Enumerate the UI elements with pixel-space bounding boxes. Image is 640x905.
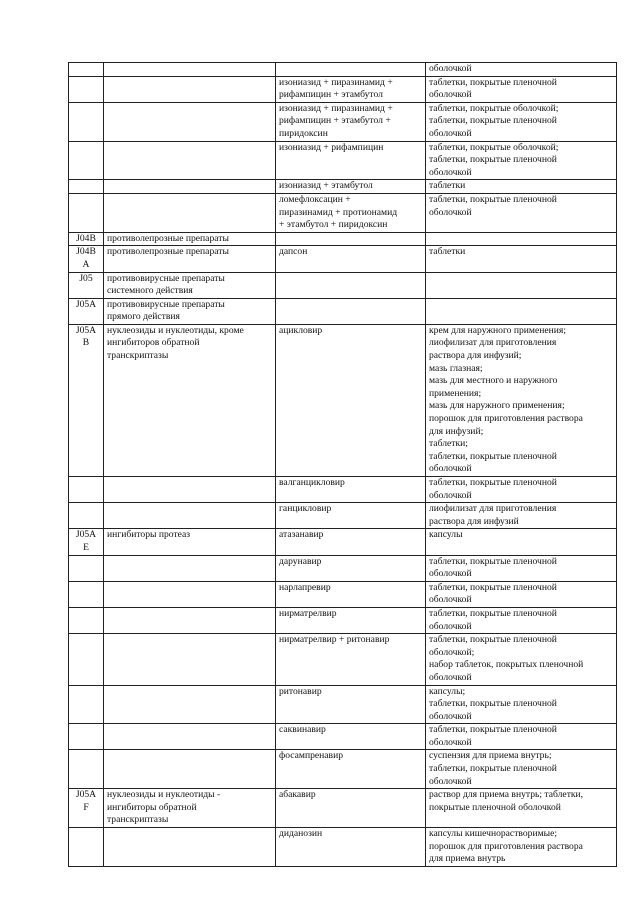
dosage-form-line: для приема внутрь: [429, 853, 506, 865]
dosage-form-line: оболочкой: [429, 671, 472, 683]
dosage-form-line: таблетки, покрытые пленочной: [429, 154, 557, 166]
dosage-form-line: порошок для приготовления раствора: [429, 840, 583, 852]
group-name-line: транскриптазы: [107, 350, 169, 362]
drug-name-cell: [276, 298, 426, 324]
drug-name-cell: [276, 272, 426, 298]
dosage-form-line: раствора для инфузий;: [429, 350, 522, 362]
drug-name-line: ганцикловир: [279, 503, 332, 515]
drug-name-cell: [276, 634, 426, 685]
group-name-line: противовирусные препараты: [107, 272, 225, 284]
atc-code-cell: [69, 529, 104, 555]
dosage-form-line: раствора для инфузий: [429, 515, 519, 527]
drug-name-line: фосампренавир: [279, 750, 343, 762]
atc-code-line: A: [82, 258, 90, 270]
dosage-form-cell: [426, 102, 617, 141]
drug-name-cell: [276, 607, 426, 633]
table-row: [69, 193, 617, 232]
dosage-form-line: таблетки, покрытые оболочкой;: [429, 141, 559, 153]
atc-code-cell: [69, 789, 104, 828]
dosage-form-cell: [426, 789, 617, 828]
dosage-form-line: оболочкой: [429, 206, 472, 218]
drug-name-line: пиразинамид + протионамид: [279, 206, 398, 218]
table-row: [69, 503, 617, 529]
atc-code-line: B: [82, 337, 90, 349]
atc-code-cell: [69, 581, 104, 607]
group-name-line: нуклеозиды и нуклеотиды -: [107, 789, 221, 801]
dosage-form-line: мазь для местного и наружного: [429, 375, 558, 387]
drug-name-cell: [276, 246, 426, 272]
atc-code-cell: [69, 555, 104, 581]
group-name-line: системного действия: [107, 285, 193, 297]
drug-name-cell: [276, 324, 426, 476]
group-name-cell: [104, 193, 276, 232]
group-name-cell: [104, 232, 276, 246]
drug-name-line: нирматрелвир + ритонавир: [279, 634, 390, 646]
dosage-form-cell: [426, 180, 617, 194]
atc-code-cell: [69, 503, 104, 529]
dosage-form-line: суспензия для приема внутрь;: [429, 750, 552, 762]
group-name-line: противолепрозные препараты: [107, 246, 229, 258]
dosage-form-cell: [426, 581, 617, 607]
dosage-form-line: оболочкой;: [429, 646, 475, 658]
dosage-form-line: таблетки: [429, 180, 466, 192]
atc-code-cell: [69, 634, 104, 685]
atc-code-line: J05: [79, 272, 93, 284]
dosage-form-line: оболочкой: [429, 568, 472, 580]
group-name-line: ингибиторы протеаз: [107, 529, 191, 541]
dosage-form-cell: [426, 750, 617, 789]
dosage-form-line: оболочкой: [429, 166, 472, 178]
group-name-cell: [104, 724, 276, 750]
dosage-form-line: оболочкой: [429, 63, 472, 74]
dosage-form-cell: [426, 193, 617, 232]
dosage-form-cell: [426, 634, 617, 685]
table-row: [69, 63, 617, 77]
drug-name-line: валганцикловир: [279, 477, 345, 488]
atc-code-cell: [69, 193, 104, 232]
drug-name-cell: [276, 232, 426, 246]
atc-code-cell: [69, 724, 104, 750]
atc-code-cell: [69, 298, 104, 324]
dosage-form-line: набор таблеток, покрытых пленочной: [429, 659, 584, 671]
drug-name-cell: [276, 180, 426, 194]
drug-name-line: диданозин: [279, 828, 323, 840]
dosage-form-line: таблетки, покрытые пленочной: [429, 115, 557, 127]
dosage-form-cell: [426, 607, 617, 633]
group-name-cell: [104, 141, 276, 180]
atc-code-cell: [69, 477, 104, 503]
dosage-form-line: таблетки;: [429, 438, 468, 450]
atc-code-cell: [69, 685, 104, 724]
group-name-cell: [104, 529, 276, 555]
group-name-cell: [104, 324, 276, 476]
dosage-form-line: таблетки, покрытые пленочной: [429, 698, 557, 710]
group-name-cell: [104, 298, 276, 324]
dosage-form-cell: [426, 724, 617, 750]
drug-name-cell: [276, 555, 426, 581]
table-row: [69, 272, 617, 298]
dosage-form-cell: [426, 232, 617, 246]
dosage-form-line: оболочкой: [429, 736, 472, 748]
table-row: [69, 581, 617, 607]
dosage-form-line: таблетки, покрытые оболочкой;: [429, 102, 559, 114]
table-row: [69, 828, 617, 867]
atc-code-cell: [69, 750, 104, 789]
dosage-form-line: таблетки, покрытые пленочной: [429, 477, 557, 488]
table-row: [69, 76, 617, 102]
dosage-form-line: применения;: [429, 387, 482, 399]
atc-code-cell: [69, 324, 104, 476]
dosage-form-cell: [426, 685, 617, 724]
drug-name-cell: [276, 63, 426, 77]
group-name-line: прямого действия: [107, 311, 180, 323]
table-row: [69, 102, 617, 141]
dosage-form-line: оболочкой: [429, 463, 472, 475]
dosage-form-line: мазь для наружного применения;: [429, 400, 565, 412]
drug-name-line: дарунавир: [279, 555, 322, 567]
atc-code-line: J05A: [75, 529, 97, 541]
group-name-cell: [104, 685, 276, 724]
dosage-form-line: капсулы;: [429, 685, 466, 697]
group-name-line: противовирусные препараты: [107, 298, 225, 310]
dosage-form-line: таблетки, покрытые пленочной: [429, 634, 557, 646]
drug-name-line: атазанавир: [279, 529, 324, 541]
atc-code-line: J05A: [75, 324, 97, 336]
table-row: [69, 789, 617, 828]
dosage-form-cell: [426, 477, 617, 503]
table-row: [69, 555, 617, 581]
dosage-form-line: таблетки, покрытые пленочной: [429, 724, 557, 736]
atc-code-cell: [69, 141, 104, 180]
drug-name-cell: [276, 141, 426, 180]
group-name-cell: [104, 607, 276, 633]
drug-name-cell: [276, 581, 426, 607]
atc-code-cell: [69, 102, 104, 141]
group-name-line: ингибиторы обратной: [107, 801, 197, 813]
table-row: [69, 477, 617, 503]
dosage-form-line: порошок для приготовления раствора: [429, 413, 583, 425]
dosage-form-cell: [426, 298, 617, 324]
dosage-form-cell: [426, 63, 617, 77]
atc-code-cell: [69, 246, 104, 272]
dosage-form-line: таблетки: [429, 246, 466, 258]
drug-table-body: [69, 63, 617, 867]
table-row: [69, 298, 617, 324]
atc-code-cell: [69, 828, 104, 867]
dosage-form-line: таблетки, покрытые пленочной: [429, 555, 557, 567]
drug-name-cell: [276, 503, 426, 529]
dosage-form-cell: [426, 555, 617, 581]
drug-name-line: рифампицин + этамбутол: [279, 89, 383, 101]
drug-name-line: изониазид + рифампицин: [279, 141, 384, 153]
table-row: [69, 141, 617, 180]
group-name-line: ингибиторов обратной: [107, 337, 200, 349]
drug-name-line: изониазид + пиразинамид +: [279, 102, 393, 114]
group-name-cell: [104, 63, 276, 77]
group-name-cell: [104, 76, 276, 102]
dosage-form-line: капсулы: [429, 529, 463, 541]
atc-code-cell: [69, 607, 104, 633]
atc-code-line: J04B: [76, 232, 96, 244]
group-name-cell: [104, 102, 276, 141]
drug-name-cell: [276, 76, 426, 102]
atc-code-cell: [69, 63, 104, 77]
atc-code-line: J05A: [75, 789, 97, 801]
group-name-cell: [104, 477, 276, 503]
atc-code-cell: [69, 272, 104, 298]
table-row: [69, 724, 617, 750]
dosage-form-line: покрытые пленочной оболочкой: [429, 801, 561, 813]
table-row: [69, 750, 617, 789]
dosage-form-line: таблетки, покрытые пленочной: [429, 607, 557, 619]
drug-name-line: изониазид + пиразинамид +: [279, 76, 393, 88]
drug-name-cell: [276, 789, 426, 828]
atc-code-line: J05A: [75, 298, 97, 310]
drug-name-line: дапсон: [279, 246, 308, 258]
dosage-form-line: для инфузий;: [429, 425, 484, 437]
group-name-cell: [104, 750, 276, 789]
group-name-cell: [104, 272, 276, 298]
dosage-form-line: таблетки, покрытые пленочной: [429, 581, 557, 593]
drug-name-line: ломефлоксацин +: [279, 193, 351, 205]
drug-name-line: абакавир: [279, 789, 316, 801]
dosage-form-line: оболочкой: [429, 127, 472, 139]
dosage-form-cell: [426, 324, 617, 476]
table-row: [69, 324, 617, 476]
atc-code-line: J04B: [76, 246, 96, 258]
group-name-cell: [104, 503, 276, 529]
drug-table: [68, 62, 617, 867]
dosage-form-cell: [426, 529, 617, 555]
dosage-form-line: оболочкой: [429, 710, 472, 722]
drug-name-cell: [276, 193, 426, 232]
dosage-form-cell: [426, 76, 617, 102]
table-row: [69, 607, 617, 633]
dosage-form-line: лиофилизат для приготовления: [429, 337, 557, 349]
atc-code-line: E: [83, 541, 89, 553]
group-name-cell: [104, 180, 276, 194]
table-row: [69, 529, 617, 555]
drug-name-line: пиридоксин: [279, 127, 328, 139]
drug-name-line: нирматрелвир: [279, 607, 337, 619]
atc-code-line: F: [83, 801, 89, 813]
dosage-form-line: капсулы кишечнорастворимые;: [429, 828, 558, 840]
dosage-form-line: оболочкой: [429, 594, 472, 606]
drug-name-line: ацикловир: [279, 324, 323, 336]
drug-name-line: саквинавир: [279, 724, 326, 736]
drug-name-line: изониазид + этамбутол: [279, 180, 373, 192]
dosage-form-line: оболочкой: [429, 620, 472, 632]
group-name-cell: [104, 246, 276, 272]
dosage-form-line: таблетки, покрытые пленочной: [429, 450, 557, 462]
dosage-form-cell: [426, 246, 617, 272]
drug-name-cell: [276, 529, 426, 555]
drug-name-line: рифампицин + этамбутол +: [279, 115, 391, 127]
dosage-form-line: таблетки, покрытые пленочной: [429, 76, 557, 88]
table-row: [69, 634, 617, 685]
atc-code-cell: [69, 180, 104, 194]
drug-name-cell: [276, 102, 426, 141]
dosage-form-cell: [426, 141, 617, 180]
table-row: [69, 246, 617, 272]
dosage-form-cell: [426, 503, 617, 529]
dosage-form-line: раствор для приема внутрь; таблетки,: [429, 789, 584, 801]
group-name-line: нуклеозиды и нуклеотиды, кроме: [107, 324, 244, 336]
dosage-form-line: оболочкой: [429, 489, 472, 501]
drug-name-line: нарлапревир: [279, 581, 331, 593]
dosage-form-line: таблетки, покрытые пленочной: [429, 763, 557, 775]
table-row: [69, 180, 617, 194]
dosage-form-cell: [426, 828, 617, 867]
drug-name-cell: [276, 685, 426, 724]
dosage-form-cell: [426, 272, 617, 298]
group-name-cell: [104, 555, 276, 581]
table-row: [69, 232, 617, 246]
group-name-line: транскриптазы: [107, 814, 169, 826]
dosage-form-line: крем для наружного применения;: [429, 324, 566, 336]
drug-name-cell: [276, 828, 426, 867]
dosage-form-line: оболочкой: [429, 89, 472, 101]
group-name-cell: [104, 789, 276, 828]
group-name-cell: [104, 828, 276, 867]
atc-code-cell: [69, 232, 104, 246]
drug-name-line: ритонавир: [279, 685, 322, 697]
drug-name-cell: [276, 750, 426, 789]
drug-name-line: + этамбутол + пиридоксин: [279, 219, 388, 231]
dosage-form-line: мазь глазная;: [429, 362, 483, 374]
dosage-form-line: таблетки, покрытые пленочной: [429, 193, 557, 205]
drug-name-cell: [276, 724, 426, 750]
dosage-form-line: лиофилизат для приготовления: [429, 503, 557, 515]
table-row: [69, 685, 617, 724]
group-name-line: противолепрозные препараты: [107, 232, 229, 244]
drug-name-cell: [276, 477, 426, 503]
atc-code-cell: [69, 76, 104, 102]
group-name-cell: [104, 581, 276, 607]
dosage-form-line: оболочкой: [429, 775, 472, 787]
group-name-cell: [104, 634, 276, 685]
